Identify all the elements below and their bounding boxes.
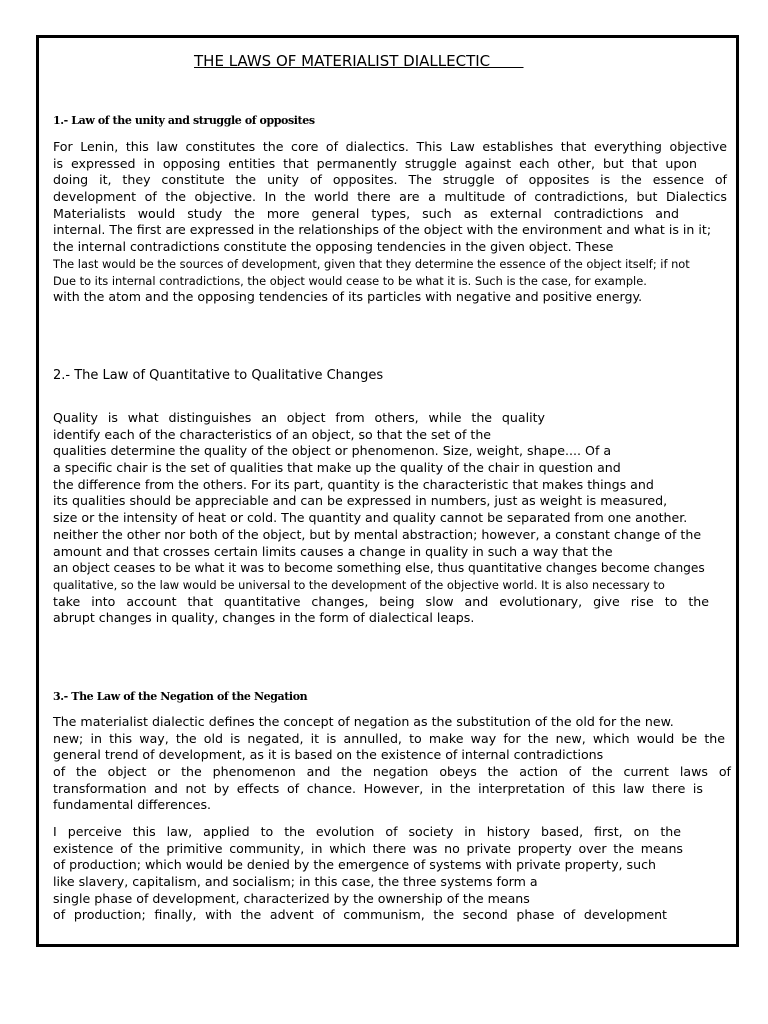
text-line: an object ceases to be what it was to become something else, thus quantitative changes become changes [53,561,705,576]
text-line: take into account that quantitative changes, being slow and evolutionary, give rise to the [53,593,709,609]
text-line: of the object or the phenomenon and the negation obeys the action of the current laws of [53,764,731,780]
section-3-paragraph-1 [53,714,731,814]
text-line: abrupt changes in quality, changes in the form of dialectical leaps. [53,610,475,626]
text-line: is expressed in opposing entities that permanently struggle against each other, but that upon [53,155,697,171]
section-2-paragraph-1 [53,410,727,627]
text-line: of production; which would be denied by the emergence of systems with private property, such [53,857,656,873]
text-line: transformation and not by effects of chance. However, in the interpretation of this law there is [53,780,703,796]
text-line: identify each of the characteristics of an object, so that the set of the [53,426,492,442]
text-line: qualities determine the quality of the object or phenomenon. Size, weight, shape.... Of a [53,443,612,459]
text-line: amount and that crosses certain limits causes a change in quality in such a way that the [53,543,613,559]
text-line: size or the intensity of heat or cold. The quantity and quality cannot be separated from one another. [53,510,688,526]
text-line: I perceive this law, applied to the evolution of society in history based, first, on the [53,824,681,839]
text-line: with the atom and the opposing tendencies of its particles with negative and positive energy. [53,289,643,305]
text-line: internal. The first are expressed in the relationships of the object with the environment and what is in it; [53,222,712,238]
text-line: The last would be the sources of development, given that they determine the essence of the object itself; if not [53,256,690,271]
text-line: single phase of development, characterized by the ownership of the means [53,890,530,906]
text-line: Due to its internal contradictions, the object would cease to be what it is. Such is the case, for example. [53,273,647,288]
text-line: doing it, they constitute the unity of opposites. The struggle of opposites is the essence of [53,172,727,188]
text-line: of production; finally, with the advent of communism, the second phase of development [53,907,667,923]
text-line: like slavery, capitalism, and socialism; in this case, the three systems form a [53,874,538,890]
text-line: For Lenin, this law constitutes the core of dialectics. This Law establishes that everything objective [53,139,727,154]
text-line: general trend of development, as it is based on the existence of internal contradictions [53,747,604,763]
text-line: The materialist dialectic defines the concept of negation as the substitution of the old for the new. [53,714,674,729]
text-line: the difference from the others. For its part, quantity is the characteristic that makes things and [53,476,654,492]
section-2-heading: 2.- The Law of Quantitative to Qualitative Changes [53,368,384,383]
text-line: the internal contradictions constitute the opposing tendencies in the given object. These [53,239,614,255]
text-line: qualitative, so the law would be universal to the development of the objective world. It is also necessary to [53,577,665,592]
text-line: existence of the primitive community, in which there was no private property over the means [53,840,683,856]
section-1-paragraph-1 [53,139,727,306]
text-line: its qualities should be appreciable and can be expressed in numbers, just as weight is measured, [53,493,668,509]
section-1-heading: 1.- Law of the unity and struggle of opposites [53,114,315,127]
text-line: development of the objective. In the world there are a multitude of contradictions, but Dialectics [53,189,727,205]
section-3-heading: 3.- The Law of the Negation of the Negation [53,690,308,703]
text-line: neither the other nor both of the object, but by mental abstraction; however, a constant change of the [53,526,702,542]
section-3-paragraph-2 [53,824,707,924]
text-line: Quality is what distinguishes an object from others, while the quality [53,410,545,425]
text-line: new; in this way, the old is negated, it is annulled, to make way for the new, which would be the [53,730,725,746]
text-line: a specific chair is the set of qualities that make up the quality of the chair in question and [53,460,621,476]
text-line: Materialists would study the more general types, such as external contradictions and [53,205,679,221]
text-line: fundamental differences. [53,797,212,813]
document-title: THE LAWS OF MATERIALIST DIALLECTIC [194,52,524,70]
